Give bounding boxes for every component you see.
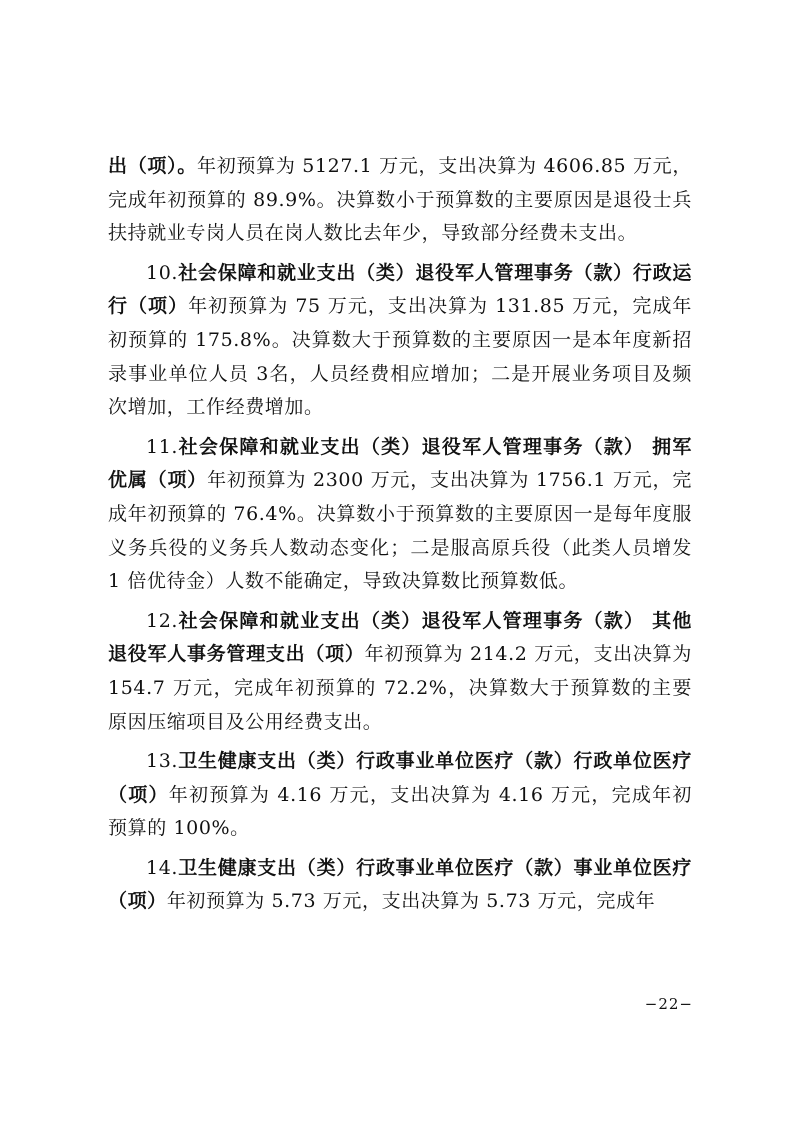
page-number: −22− [644, 995, 693, 1013]
paragraph-expenditure-item-14 [108, 852, 692, 919]
paragraph-heading: 出（项）。 [108, 155, 198, 177]
paragraph-number: 10. [146, 261, 179, 284]
paragraph-heading: 卫生健康支出（类）行政事业单位医疗（款）事业单位医疗（项） [108, 856, 692, 913]
paragraph-body: 年初预算为 4.16 万元，支出决算为 4.16 万元，完成年初预算的 100%。 [108, 783, 692, 840]
paragraph-number: 14. [146, 856, 179, 879]
paragraph-expenditure-item-9-continued [108, 150, 692, 251]
paragraph-number: 12. [146, 609, 179, 632]
paragraph-number: 11. [146, 435, 179, 458]
paragraph-number: 13. [146, 750, 179, 773]
paragraph-heading: 社会保障和就业支出（类）退役军人管理事务（款）行政运行（项） [108, 261, 692, 318]
paragraph-body: 年初预算为 5127.1 万元，支出决算为 4606.85 万元，完成年初预算的 89.9%。决算数小于预算数的主要原因是退役士兵扶持就业专岗人员在岗人数比去年少，导致部分经费未支出。 [108, 155, 692, 245]
paragraph-expenditure-item-11 [108, 431, 692, 599]
paragraph-heading: 社会保障和就业支出（类）退役军人管理事务（款） 拥军优属（项） [108, 435, 692, 492]
paragraph-body: 年初预算为 75 万元，支出决算为 131.85 万元，完成年初预算的 175.8%。决算数大于预算数的主要原因一是本年度新招录事业单位人员 3名，人员经费相应增加；二是开展业务项目及频次增加，工作经费增加。 [108, 295, 692, 419]
paragraph-heading: 卫生健康支出（类）行政事业单位医疗（款）行政单位医疗（项） [108, 750, 692, 806]
paragraph-heading: 社会保障和就业支出（类）退役军人管理事务（款） 其他退役军人事务管理支出（项） [108, 609, 692, 666]
document-body [108, 150, 692, 925]
paragraph-expenditure-item-12 [108, 605, 692, 739]
paragraph-body: 年初预算为 5.73 万元，支出决算为 5.73 万元，完成年 [166, 890, 656, 913]
paragraph-expenditure-item-10 [108, 257, 692, 425]
paragraph-body: 年初预算为 214.2 万元，支出决算为 154.7 万元，完成年初预算的 72.2%，决算数大于预算数的主要原因压缩项目及公用经费支出。 [108, 643, 692, 733]
paragraph-body: 年初预算为 2300 万元，支出决算为 1756.1 万元，完成年初预算的 76.4%。决算数小于预算数的主要原因一是每年度服义务兵役的义务兵人数动态变化；二是服高原兵役（此类人员增发 1 倍优待金）人数不能确定，导致决算数比预算数低。 [108, 469, 692, 593]
paragraph-expenditure-item-13 [108, 745, 692, 846]
